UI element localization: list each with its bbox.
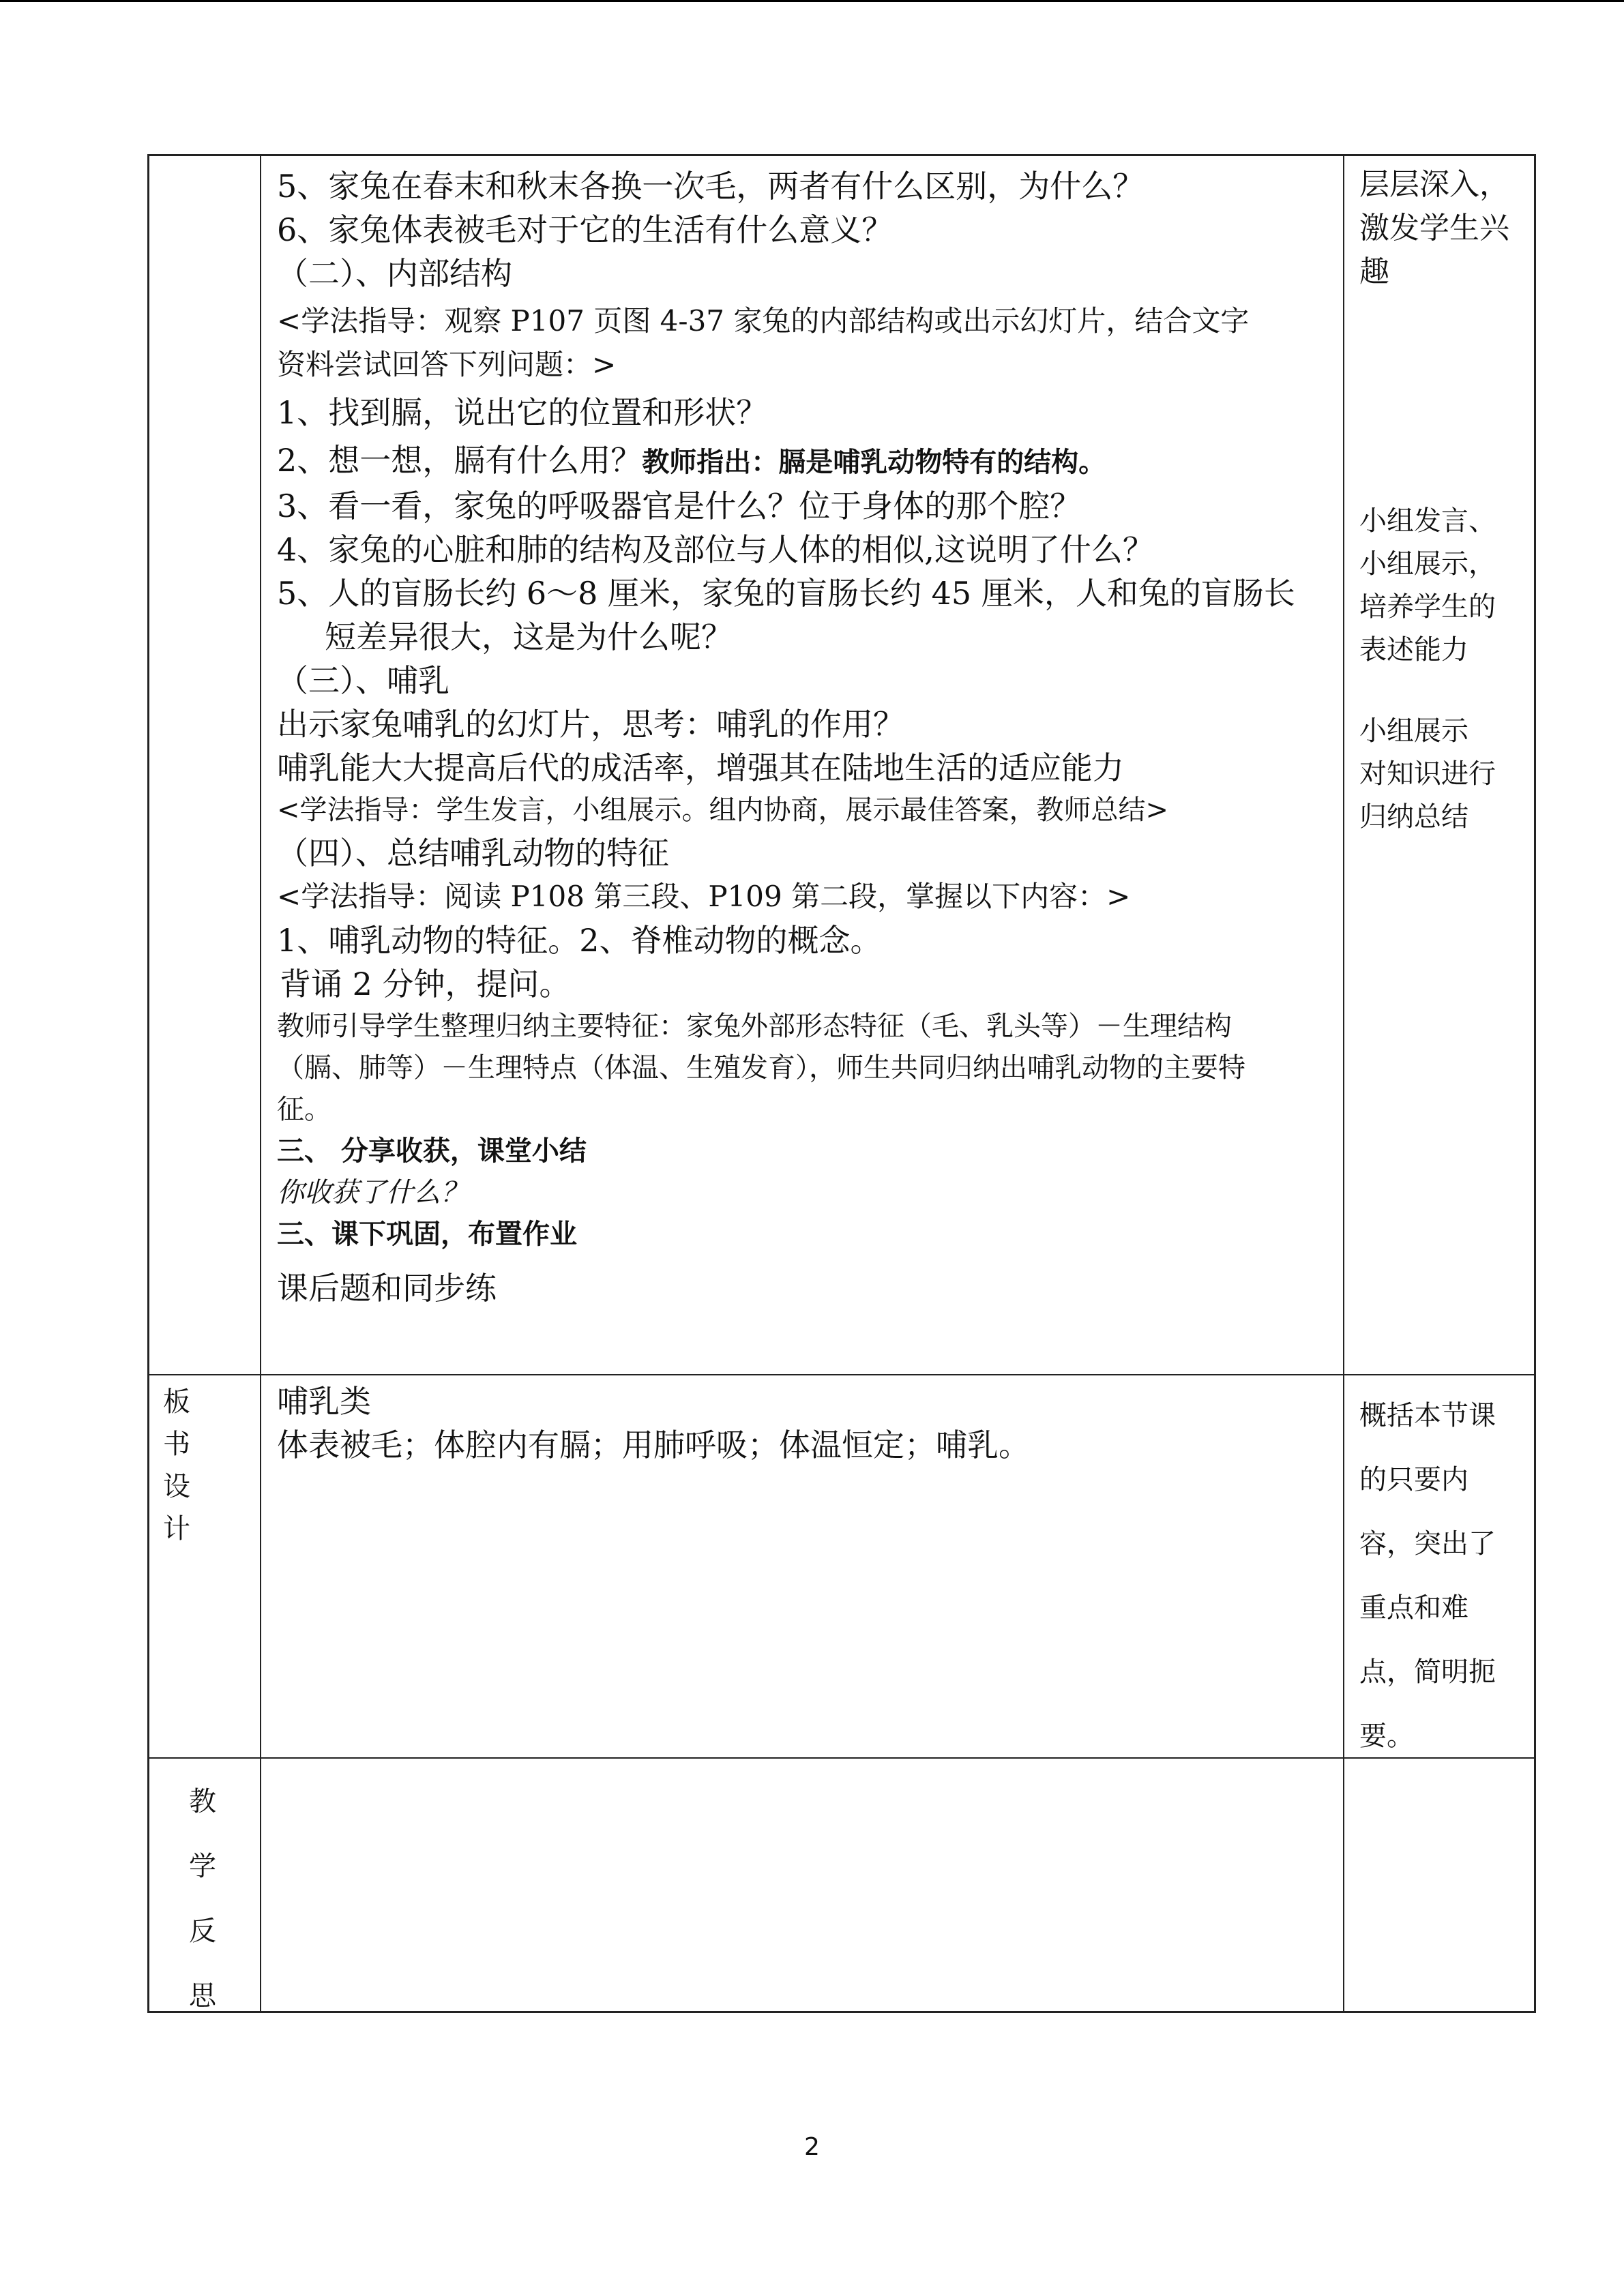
board-design-label	[163, 1381, 231, 1550]
lesson-plan-table	[147, 154, 1536, 2013]
label-char: 思	[189, 1980, 216, 2012]
subheading-nursing: （三）、哺乳	[277, 662, 449, 699]
text-line: （膈、肺等）－生理特点（体温、生殖发育），师生共同归纳出哺乳动物的主要特	[277, 1052, 1245, 1084]
board-title: 哺乳类	[277, 1383, 371, 1420]
row-divider-2	[149, 1757, 1534, 1759]
note-line: 对知识进行	[1359, 758, 1496, 790]
text-line: 4、家兔的心脏和肺的结构及部位与人体的相似,这说明了什么？	[277, 531, 1154, 568]
study-guide-line: <学法指导：阅读 P108 第三段、P109 第二段，掌握以下内容：>	[277, 880, 1131, 913]
teaching-reflection-note	[1345, 1759, 1532, 2009]
subheading-internal-structure: （二）、内部结构	[277, 255, 512, 292]
label-char: 书	[163, 1429, 190, 1460]
label-char: 设	[163, 1471, 190, 1502]
text-line: 征。	[277, 1094, 331, 1125]
board-points: 体表被毛；体腔内有膈；用肺呼吸；体温恒定；哺乳。	[277, 1427, 1030, 1463]
note-line: 表述能力	[1359, 634, 1468, 666]
note-line: 容，突出了	[1359, 1528, 1496, 1560]
text-line: 哺乳能大大提高后代的成活率，增强其在陆地生活的适应能力	[277, 749, 1124, 786]
label-char: 板	[163, 1386, 190, 1418]
label-char: 教	[189, 1786, 216, 1817]
study-guide-line: 资料尝试回答下列问题：>	[277, 348, 617, 381]
note-line: 概括本节课	[1359, 1400, 1496, 1431]
subheading-summary: （四）、总结哺乳动物的特征	[277, 835, 669, 871]
teaching-reflection-label	[189, 1770, 243, 2029]
text-line: 出示家兔哺乳的幻灯片，思考：哺乳的作用？	[277, 706, 904, 743]
teaching-reflection-content	[262, 1759, 1342, 2009]
board-design-content	[277, 1380, 1341, 1467]
note-line: 层层深入，	[1359, 167, 1509, 202]
design-note-middle	[1359, 500, 1530, 672]
note-line: 小组展示，	[1359, 548, 1496, 580]
label-char: 计	[163, 1513, 190, 1545]
text-line: 1、哺乳动物的特征。2、脊椎动物的概念。	[277, 922, 882, 959]
board-design-note	[1359, 1384, 1530, 1768]
note-line: 趣	[1359, 254, 1389, 289]
note-line: 点，简明扼	[1359, 1656, 1496, 1688]
text-line: 短差异很大，这是为什么呢？	[325, 618, 733, 655]
text-line: 3、看一看，家兔的呼吸器官是什么？位于身体的那个腔？	[277, 488, 1082, 524]
text-line: 6、家兔体表被毛对于它的生活有什么意义？	[277, 211, 894, 248]
page-top-border	[0, 0, 1624, 2]
text-line: 1、找到膈，说出它的位置和形状？	[277, 394, 768, 431]
teacher-note: 教师指出：膈是哺乳动物特有的结构。	[642, 447, 1106, 478]
text-line: 教师引导学生整理归纳主要特征：家兔外部形态特征（毛、乳头等）－生理结构	[277, 1011, 1232, 1042]
note-line: 小组展示	[1359, 715, 1468, 747]
label-char: 反	[189, 1915, 216, 1947]
text-line: 5、家兔在春末和秋末各换一次毛，两者有什么区别，为什么？	[277, 168, 1145, 205]
note-line: 小组发言、	[1359, 505, 1496, 537]
reflection-question: 你收获了什么？	[277, 1177, 468, 1208]
text-line: 5、人的盲肠长约 6～8 厘米，家兔的盲肠长约 45 厘米，人和兔的盲肠长	[277, 575, 1295, 612]
text-line: 背诵 2 分钟，提问。	[280, 966, 571, 1002]
page-number: 2	[804, 2133, 820, 2161]
note-line: 重点和难	[1359, 1592, 1468, 1624]
design-note-lower	[1359, 710, 1530, 839]
note-line: 要。	[1359, 1720, 1414, 1752]
study-guide-line: <学法指导：观察 P107 页图 4-37 家兔的内部结构或出示幻灯片，结合文字	[277, 304, 1250, 338]
study-guide-line: <学法指导：学生发言，小组展示。组内协商，展示最佳答案，教师总结>	[277, 794, 1169, 826]
column-divider-2	[1343, 156, 1344, 2011]
note-line: 归纳总结	[1359, 801, 1468, 833]
note-line: 的只要内	[1359, 1464, 1468, 1495]
text-line: 课后题和同步练	[277, 1270, 497, 1307]
note-line: 培养学生的	[1359, 591, 1496, 623]
teaching-process-content	[277, 164, 1341, 1310]
text-line	[277, 438, 1341, 484]
heading-share-harvest: 三、 分享收获，课堂小结	[277, 1135, 587, 1167]
label-char: 学	[189, 1851, 216, 1882]
heading-homework: 三、课下巩固，布置作业	[277, 1219, 577, 1250]
column-divider-1	[260, 156, 261, 2011]
design-note-top	[1359, 163, 1530, 294]
question-text: 2、想一想，膈有什么用？	[277, 442, 643, 479]
note-line: 激发学生兴	[1359, 211, 1509, 245]
row-divider-1	[149, 1374, 1534, 1375]
